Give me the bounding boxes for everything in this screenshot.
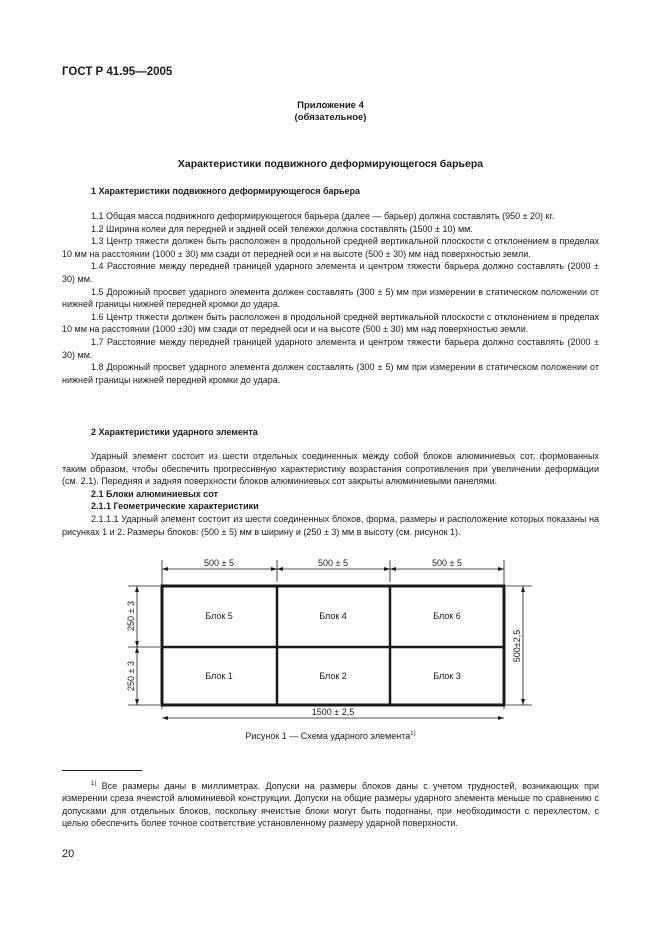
paragraph-1-4: 1.4 Расстояние между передней границей ударного элемента и центром тяжести барьера должно составлять (2000 ± 30) мм. (62, 261, 599, 284)
paragraph-1-1: 1.1 Общая масса подвижного деформирующегося барьера (далее — барьер) должна составлять (950 ± 20) кг. (91, 211, 555, 221)
block-1-label: Блок 1 (205, 671, 233, 681)
section-2-heading: 2 Характеристики ударного элемента (91, 427, 258, 437)
subsection-2-1-1-heading: 2.1.1 Геометрические характеристики (91, 501, 259, 512)
block-5-label: Блок 5 (205, 611, 233, 621)
section-1-heading: 1 Характеристики подвижного деформирующегося барьера (91, 186, 361, 196)
footnote-separator (62, 770, 142, 771)
block-6-label: Блок 6 (433, 611, 461, 621)
paragraph-1-5: 1.5 Дорожный просвет ударного элемента должен составлять (300 ± 5) мм при измерении в статическом положении от нижней границы нижней передней кромки до удара. (62, 286, 599, 310)
paragraph-1-2: 1.2 Ширина колеи для передней и задней осей тележки должна составлять (1500 ± 10) мм. (91, 223, 473, 234)
footnote-marker: 1) (91, 781, 97, 787)
dim-width-block-center: 500 ± 5 (318, 558, 348, 568)
page-number: 20 (62, 848, 75, 860)
dim-total-height: 500±2,5 (512, 629, 522, 663)
block-4-label: Блок 4 (319, 611, 347, 621)
appendix-status: (обязательное) (294, 112, 367, 123)
footnote (62, 778, 599, 830)
figure-caption-note-ref: 1) (410, 731, 416, 737)
section-1-body (62, 210, 599, 386)
paragraph-1-8: 1.8 Дорожный просвет ударного элемента должен составлять (300 ± 5) мм при измерении в статическом положении от нижней границы нижней передней кромки до удара. (62, 362, 599, 385)
dim-height-lower-row: 250 ± 3 (126, 661, 136, 691)
block-3-label: Блок 3 (433, 671, 461, 681)
dim-height-upper-row: 250 ± 3 (126, 601, 136, 631)
appendix-title: Характеристики подвижного деформирующегося барьера (177, 158, 484, 170)
figure-caption (0, 731, 661, 741)
figure-caption-text: Рисунок 1 — Схема ударного элемента (245, 731, 411, 741)
section-2-intro: Ударный элемент состоит из шести отдельных соединенных между собой блоков алюминиевых сот, формованных таким образом, чтобы обеспечить прогрессивную характеристику возрастания сопротивления при увеличении деформации (см. 2.1). Передняя и задняя поверхности блоков алюминиевых сот закрыты алюминиевыми панелями. (62, 451, 599, 487)
paragraph-1-7: 1.7 Расстояние между передней границей ударного элемента и центром тяжести барьера должно составлять (2000 ± 30) мм. (62, 336, 599, 360)
paragraph-1-6: 1.6 Центр тяжести должен быть расположен в продольной средней вертикальной плоскости с отклонением в пределах 10 мм на расстоянии (1000 ±30) мм сзади от передней оси и на высоте (500 ± 30) мм над поверхностью земли. (62, 311, 599, 335)
paragraph-1-3: 1.3 Центр тяжести должен быть расположен в продольной средней вертикальной плоскости с отклонением в пределах 10 мм на расстоянии (1000 ± 30) мм сзади от передней оси и на высоте (500 ± 30) мм над поверхностью земли. (62, 236, 599, 259)
impact-element-diagram (120, 552, 540, 724)
document-code: ГОСТ Р 41.95—2005 (62, 66, 173, 78)
dim-width-block-right: 500 ± 5 (432, 558, 462, 568)
paragraph-2-1-1-1: 2.1.1.1 Ударный элемент состоит из шести соединенных блоков, форма, размеры и расположение которых показаны на рисунках 1 и 2. Размеры блоков: (500 ± 5) мм в ширину и (250 ± 3) мм в высоту (см. рисунок 1). (62, 513, 599, 537)
appendix-label: Приложение 4 (297, 100, 364, 111)
block-2-label: Блок 2 (319, 671, 347, 681)
subsection-2-1-heading: 2.1 Блоки алюминиевых сот (91, 488, 218, 499)
footnote-text: Все размеры даны в миллиметрах. Допуски на размеры блоков даны с учетом трудностей, возникающих при измерении среза ячеистой алюминиевой конструкции. Допуски на общие размеры ударного элемента меньше по сравнению с допусками для отдельных блоков, поскольку ячеистые блоки могут быть подогнаны, при необходимости с перехлестом, с целью обеспечить более точное соответствие установленному размеру ударной поверхности. (62, 781, 599, 829)
section-2-body (62, 450, 599, 538)
dim-total-width: 1500 ± 2,5 (311, 707, 355, 717)
dim-width-block-left: 500 ± 5 (204, 558, 234, 568)
